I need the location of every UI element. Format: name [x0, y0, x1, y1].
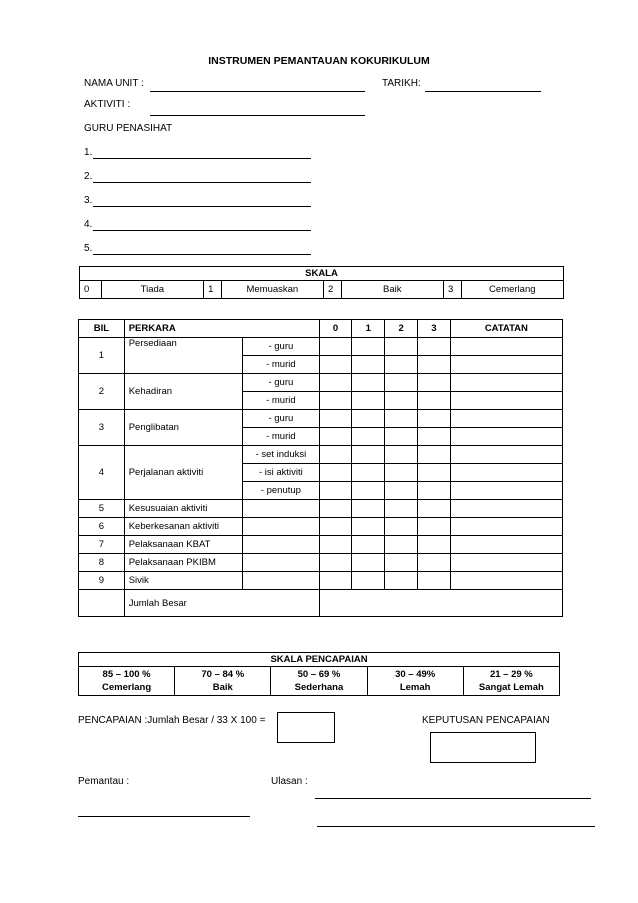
score-cell[interactable]: [385, 536, 418, 554]
table-row: [79, 338, 563, 356]
score-cell[interactable]: [417, 446, 450, 464]
nama-unit-field[interactable]: [150, 91, 365, 92]
ulasan-label: Ulasan :: [271, 776, 308, 787]
row-sub-item: - murid: [243, 392, 320, 410]
row-perkara: Perjalanan aktiviti: [124, 446, 242, 500]
guru-field-3[interactable]: [93, 206, 311, 207]
catatan-cell[interactable]: [450, 554, 562, 572]
row-sub-item: - murid: [243, 428, 320, 446]
score-cell[interactable]: [385, 410, 418, 428]
table-row: [79, 572, 563, 590]
pencapaian-result-box[interactable]: [277, 712, 335, 743]
tarikh-field[interactable]: [425, 91, 541, 92]
row-sub-item: - guru: [243, 410, 320, 428]
table-row: [79, 374, 563, 392]
row-bil: 6: [79, 518, 125, 536]
skala-num-0: 0: [80, 281, 102, 299]
pencapaian-range: 50 – 69 %: [297, 669, 341, 680]
score-cell[interactable]: [385, 464, 418, 482]
pemantau-label: Pemantau :: [78, 776, 130, 787]
row-perkara: Penglibatan: [124, 410, 242, 446]
skala-label-0: Tiada: [101, 281, 203, 299]
pencapaian-range: 21 – 29 %: [489, 669, 533, 680]
catatan-cell[interactable]: [450, 392, 562, 410]
guru-number-2: 2.: [84, 171, 93, 182]
score-cell[interactable]: [319, 428, 352, 446]
skala-label-2: Baik: [341, 281, 443, 299]
score-cell[interactable]: [385, 500, 418, 518]
skala-table: [79, 266, 564, 299]
score-cell[interactable]: [319, 482, 352, 500]
pencapaian-sangat-lemah: [463, 667, 559, 696]
score-cell[interactable]: [385, 518, 418, 536]
header-skala-1: 1: [352, 320, 385, 338]
catatan-cell[interactable]: [450, 572, 562, 590]
catatan-cell[interactable]: [450, 464, 562, 482]
row-perkara: Pelaksanaan KBAT: [124, 536, 242, 554]
header-skala-3: 3: [417, 320, 450, 338]
table-row: [79, 518, 563, 536]
catatan-cell[interactable]: [450, 446, 562, 464]
row-perkara: Kehadiran: [124, 374, 242, 410]
score-cell[interactable]: [417, 428, 450, 446]
pencapaian-range: 30 – 49%: [395, 669, 436, 680]
skala-num-3: 3: [443, 281, 461, 299]
score-cell[interactable]: [417, 338, 450, 356]
skala-pencapaian-table: [78, 652, 560, 696]
row-perkara: Sivik: [124, 572, 242, 590]
skala-num-2: 2: [324, 281, 342, 299]
guru-field-5[interactable]: [93, 254, 311, 255]
ulasan-line-1[interactable]: [315, 798, 591, 799]
score-cell[interactable]: [352, 482, 385, 500]
score-cell[interactable]: [417, 572, 450, 590]
table-row: [79, 446, 563, 464]
row-perkara: Kesusuaian aktiviti: [124, 500, 242, 518]
score-cell[interactable]: [352, 338, 385, 356]
skala-title: SKALA: [80, 267, 564, 281]
score-cell[interactable]: [385, 356, 418, 374]
score-cell[interactable]: [385, 446, 418, 464]
score-cell[interactable]: [352, 392, 385, 410]
pencapaian-range: 85 – 100 %: [102, 669, 151, 680]
score-cell[interactable]: [417, 500, 450, 518]
pencapaian-formula: PENCAPAIAN :Jumlah Besar / 33 X 100 =: [78, 715, 266, 726]
skala-pencapaian-title: SKALA PENCAPAIAN: [79, 653, 560, 667]
row-sub-item: - penutup: [243, 482, 320, 500]
score-cell[interactable]: [319, 446, 352, 464]
skala-label-1: Memuaskan: [221, 281, 323, 299]
score-cell[interactable]: [319, 518, 352, 536]
row-sub-item: - guru: [243, 338, 320, 356]
score-cell[interactable]: [319, 554, 352, 572]
table-row: [79, 536, 563, 554]
score-cell[interactable]: [352, 410, 385, 428]
row-perkara: Keberkesanan aktiviti: [124, 518, 242, 536]
score-cell[interactable]: [417, 554, 450, 572]
score-cell[interactable]: [352, 374, 385, 392]
guru-number-3: 3.: [84, 195, 93, 206]
page-title: INSTRUMEN PEMANTAUAN KOKURIKULUM: [208, 55, 430, 67]
score-cell[interactable]: [319, 374, 352, 392]
keputusan-label: KEPUTUSAN PENCAPAIAN: [422, 715, 550, 726]
catatan-cell[interactable]: [450, 410, 562, 428]
score-cell[interactable]: [319, 356, 352, 374]
row-bil: 5: [79, 500, 125, 518]
catatan-cell[interactable]: [450, 536, 562, 554]
score-cell[interactable]: [417, 518, 450, 536]
row-sub-item: - isi aktiviti: [243, 464, 320, 482]
guru-number-4: 4.: [84, 219, 93, 230]
nama-unit-label: NAMA UNIT :: [84, 78, 144, 89]
header-catatan: CATATAN: [450, 320, 562, 338]
score-cell[interactable]: [319, 464, 352, 482]
row-sub-item: - guru: [243, 374, 320, 392]
score-cell[interactable]: [352, 428, 385, 446]
score-cell[interactable]: [417, 374, 450, 392]
guru-field-1[interactable]: [93, 158, 311, 159]
pencapaian-label: Baik: [212, 682, 233, 693]
pencapaian-label: Sederhana: [294, 682, 344, 693]
score-cell[interactable]: [352, 518, 385, 536]
catatan-cell[interactable]: [450, 338, 562, 356]
score-cell[interactable]: [385, 554, 418, 572]
score-cell[interactable]: [385, 482, 418, 500]
score-cell[interactable]: [352, 464, 385, 482]
score-cell[interactable]: [417, 536, 450, 554]
row-bil: 7: [79, 536, 125, 554]
score-cell[interactable]: [417, 410, 450, 428]
score-cell[interactable]: [352, 572, 385, 590]
score-cell[interactable]: [385, 428, 418, 446]
pencapaian-baik: [175, 667, 271, 696]
row-sub-item: - murid: [243, 356, 320, 374]
catatan-cell[interactable]: [450, 518, 562, 536]
catatan-cell[interactable]: [450, 428, 562, 446]
score-cell[interactable]: [319, 338, 352, 356]
score-cell[interactable]: [417, 482, 450, 500]
header-skala-0: 0: [319, 320, 352, 338]
score-cell[interactable]: [352, 446, 385, 464]
score-cell[interactable]: [319, 572, 352, 590]
perkara-table: [78, 319, 563, 617]
catatan-cell[interactable]: [450, 500, 562, 518]
skala-num-1: 1: [204, 281, 222, 299]
pencapaian-sederhana: [271, 667, 367, 696]
header-skala-2: 2: [385, 320, 418, 338]
guru-number-5: 5.: [84, 243, 93, 254]
guru-penasihat-label: GURU PENASIHAT: [84, 123, 173, 134]
score-cell[interactable]: [319, 392, 352, 410]
pencapaian-label: Cemerlang: [102, 682, 152, 693]
row-bil: 4: [79, 446, 125, 500]
pencapaian-cemerlang: [79, 667, 175, 696]
score-cell[interactable]: [352, 356, 385, 374]
pencapaian-range: 70 – 84 %: [201, 669, 245, 680]
keputusan-box[interactable]: [430, 732, 536, 763]
score-cell[interactable]: [417, 464, 450, 482]
catatan-cell[interactable]: [450, 482, 562, 500]
guru-field-2[interactable]: [93, 182, 311, 183]
score-cell[interactable]: [352, 536, 385, 554]
row-sub-item: - set induksi: [243, 446, 320, 464]
row-bil: 3: [79, 410, 125, 446]
score-cell[interactable]: [385, 374, 418, 392]
jumlah-besar-label: Jumlah Besar: [124, 590, 319, 617]
jumlah-besar-cell[interactable]: [319, 590, 562, 617]
header-perkara: PERKARA: [124, 320, 319, 338]
tarikh-label: TARIKH:: [382, 78, 421, 89]
catatan-cell[interactable]: [450, 356, 562, 374]
pencapaian-lemah: [367, 667, 463, 696]
guru-number-1: 1.: [84, 147, 93, 158]
ulasan-line-2[interactable]: [317, 826, 595, 827]
row-bil: 1: [79, 338, 125, 374]
row-bil: 8: [79, 554, 125, 572]
jumlah-besar-row: [79, 590, 563, 617]
aktiviti-label: AKTIVITI :: [84, 99, 131, 110]
score-cell[interactable]: [417, 356, 450, 374]
pemantau-signature-line[interactable]: [78, 816, 250, 817]
score-cell[interactable]: [352, 554, 385, 572]
score-cell[interactable]: [319, 536, 352, 554]
table-row: [79, 554, 563, 572]
score-cell[interactable]: [385, 572, 418, 590]
row-bil: 2: [79, 374, 125, 410]
aktiviti-field[interactable]: [150, 115, 365, 116]
row-perkara: Pelaksanaan PKIBM: [124, 554, 242, 572]
table-row: [79, 500, 563, 518]
row-bil: 9: [79, 572, 125, 590]
score-cell[interactable]: [319, 410, 352, 428]
catatan-cell[interactable]: [450, 374, 562, 392]
score-cell[interactable]: [319, 500, 352, 518]
score-cell[interactable]: [352, 500, 385, 518]
score-cell[interactable]: [417, 392, 450, 410]
row-perkara: Persediaan: [124, 338, 242, 374]
pencapaian-label: Lemah: [399, 682, 431, 693]
header-bil: BIL: [79, 320, 125, 338]
guru-field-4[interactable]: [93, 230, 311, 231]
score-cell[interactable]: [385, 338, 418, 356]
skala-label-3: Cemerlang: [461, 281, 563, 299]
pencapaian-label: Sangat Lemah: [478, 682, 544, 693]
score-cell[interactable]: [385, 392, 418, 410]
table-row: [79, 410, 563, 428]
